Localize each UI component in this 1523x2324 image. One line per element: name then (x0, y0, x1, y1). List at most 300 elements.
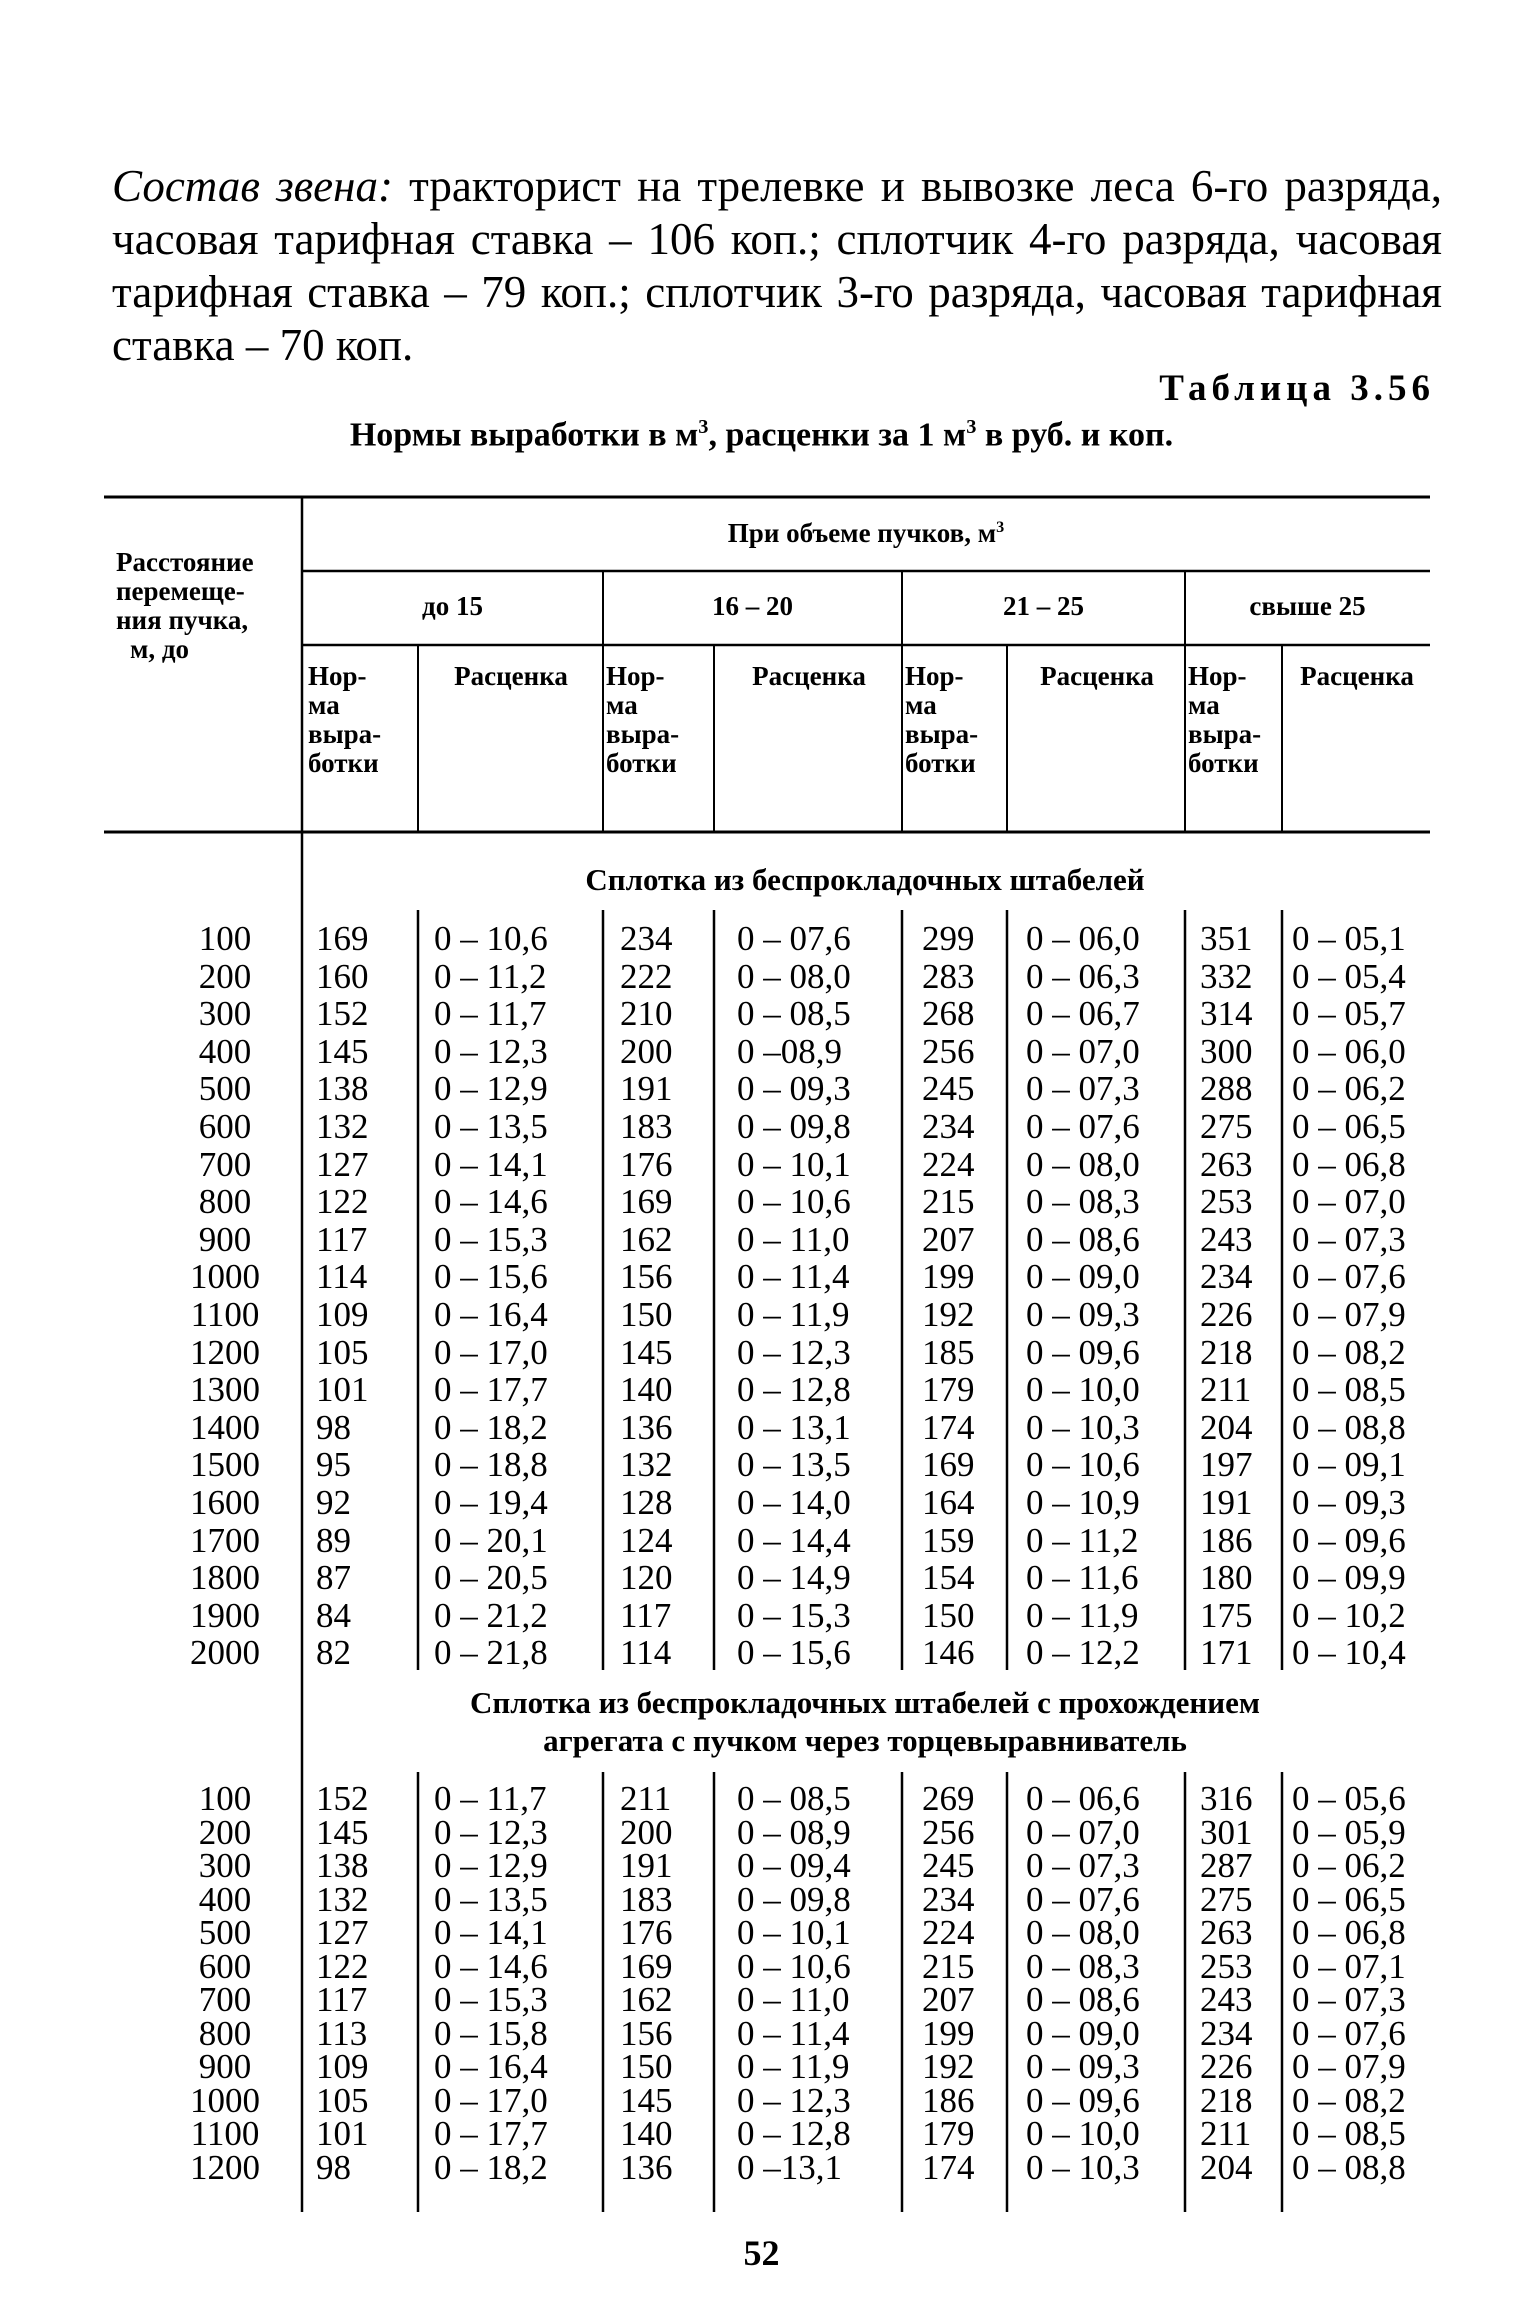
cell-n4: 301 (1200, 1812, 1253, 1852)
cell-r1: 0 – 21,8 (434, 1633, 548, 1673)
cell-r1: 0 – 12,9 (434, 1846, 548, 1885)
cell-n3: 234 (922, 1107, 975, 1146)
cell-n1: 145 (316, 1812, 369, 1852)
cell-n4: 234 (1200, 2013, 1253, 2053)
cell-n3: 256 (922, 1031, 975, 1071)
cell-r4: 0 – 08,8 (1292, 2147, 1406, 2187)
cell-r2: 0 – 09,3 (737, 1069, 851, 1109)
cell-r3: 0 – 12,2 (1026, 1633, 1140, 1673)
cell-n1: 127 (316, 1144, 369, 1184)
cell-n2: 120 (620, 1558, 673, 1598)
cell-r4: 0 – 10,4 (1292, 1633, 1406, 1673)
cell-dist: 1200 (190, 1332, 260, 1372)
cell-r2: 0 – 08,0 (737, 956, 851, 996)
cell-n2: 169 (620, 1946, 673, 1986)
group-header: 16 – 20 (712, 591, 793, 621)
cell-n4: 180 (1200, 1558, 1253, 1598)
cell-n4: 287 (1200, 1846, 1253, 1885)
cell-dist: 300 (198, 1846, 252, 1885)
cell-n2: 150 (620, 1295, 673, 1334)
table-row (0, 1371, 1523, 1408)
table-row (0, 1634, 1523, 1671)
table-row (0, 1914, 1523, 1951)
cell-r1: 0 – 12,3 (434, 1812, 548, 1852)
cell-dist: 2000 (190, 1633, 260, 1673)
cell-r3: 0 – 10,3 (1026, 2147, 1140, 2187)
norm-header-line: ма (606, 690, 638, 720)
table-row (0, 1948, 1523, 1985)
cell-n1: 138 (316, 1069, 369, 1109)
cell-r1: 0 – 11,2 (434, 956, 547, 996)
cell-r4: 0 – 05,4 (1292, 956, 1406, 996)
cell-r1: 0 – 15,3 (434, 1980, 548, 2019)
table-title-sup2: 3 (966, 416, 977, 438)
cell-r3: 0 – 08,3 (1026, 1182, 1140, 1222)
table-row (0, 1484, 1523, 1521)
cell-n2: 140 (620, 2114, 673, 2153)
cell-r2: 0 – 10,6 (737, 1946, 851, 1986)
cell-dist: 900 (198, 2047, 252, 2086)
cell-n3: 192 (922, 1295, 975, 1334)
cell-r4: 0 – 06,8 (1292, 1144, 1406, 1184)
cell-n3: 234 (922, 1879, 975, 1919)
cell-r4: 0 – 07,3 (1292, 1980, 1406, 2019)
norm-header (606, 662, 714, 778)
cell-r3: 0 – 08,6 (1026, 1219, 1140, 1259)
cell-n4: 171 (1200, 1633, 1253, 1673)
table-row (0, 1033, 1523, 1070)
norm-header-line: ботки (308, 748, 379, 778)
cell-r4: 0 – 06,0 (1292, 1031, 1406, 1071)
cell-r2: 0 – 11,0 (737, 1219, 850, 1259)
cell-n1: 152 (316, 994, 369, 1034)
cell-n4: 191 (1200, 1483, 1253, 1522)
cell-dist: 100 (198, 1779, 252, 1818)
cell-n2: 183 (620, 1107, 673, 1146)
cell-n3: 269 (922, 1779, 975, 1818)
cell-n3: 150 (922, 1595, 975, 1635)
cell-dist: 1100 (190, 2114, 260, 2153)
cell-n1: 114 (316, 1257, 368, 1297)
cell-r3: 0 – 11,6 (1026, 1558, 1139, 1598)
distance-header-line: Расстояние (116, 547, 254, 577)
norm-header (905, 662, 1007, 778)
volume-group-header (302, 513, 1430, 548)
cell-n1: 98 (316, 2147, 351, 2187)
table-row (0, 1446, 1523, 1483)
cell-n4: 275 (1200, 1879, 1253, 1919)
table-row (0, 2115, 1523, 2152)
cell-r4: 0 – 07,1 (1292, 1946, 1406, 1986)
cell-r1: 0 – 18,2 (434, 2147, 548, 2187)
cell-dist: 1900 (190, 1595, 260, 1635)
cell-r1: 0 – 16,4 (434, 1295, 548, 1334)
cell-n2: 222 (620, 956, 673, 996)
cell-n3: 174 (922, 1407, 975, 1447)
cell-r4: 0 – 07,9 (1292, 1295, 1406, 1334)
cell-r4: 0 – 09,6 (1292, 1520, 1406, 1560)
cell-n2: 124 (620, 1520, 673, 1560)
cell-r1: 0 – 10,6 (434, 919, 548, 958)
cell-r2: 0 – 09,4 (737, 1846, 851, 1885)
cell-r2: 0 – 10,1 (737, 1144, 851, 1184)
cell-n2: 162 (620, 1980, 673, 2019)
cell-n2: 200 (620, 1031, 673, 1071)
table-row (0, 1981, 1523, 2018)
norm-header (308, 662, 416, 778)
distance-header-line: м, до (130, 634, 190, 664)
table-row (0, 1522, 1523, 1559)
cell-n4: 332 (1200, 956, 1253, 996)
cell-r4: 0 – 05,6 (1292, 1779, 1406, 1818)
cell-r2: 0 – 11,4 (737, 1257, 850, 1297)
cell-r3: 0 – 07,0 (1026, 1031, 1140, 1071)
cell-dist: 800 (198, 1182, 252, 1222)
cell-r3: 0 – 07,3 (1026, 1069, 1140, 1109)
cell-dist: 1000 (190, 1257, 260, 1297)
table-title-part2: , расценки за 1 м (708, 416, 967, 454)
cell-n3: 159 (922, 1520, 975, 1560)
cell-r1: 0 – 15,3 (434, 1219, 548, 1259)
cell-r4: 0 – 09,9 (1292, 1558, 1406, 1598)
cell-r3: 0 – 10,9 (1026, 1483, 1140, 1522)
cell-dist: 600 (198, 1946, 252, 1986)
norm-header-line: выра- (905, 719, 979, 749)
cell-r1: 0 – 17,0 (434, 2080, 548, 2120)
cell-n3: 199 (922, 1257, 975, 1297)
cell-r3: 0 – 06,7 (1026, 994, 1140, 1034)
cell-n3: 245 (922, 1069, 975, 1109)
cell-n2: 145 (620, 1332, 673, 1372)
cell-r3: 0 – 10,3 (1026, 1407, 1140, 1447)
cell-r2: 0 – 14,9 (737, 1558, 851, 1598)
cell-n2: 114 (620, 1633, 672, 1673)
rate-header: Расценка (1040, 661, 1154, 691)
cell-r2: 0 – 12,8 (737, 2114, 851, 2153)
cell-n3: 215 (922, 1946, 975, 1986)
cell-n4: 243 (1200, 1980, 1253, 2019)
norm-header-line: ма (905, 690, 937, 720)
cell-n2: 156 (620, 1257, 673, 1297)
cell-r1: 0 – 13,5 (434, 1107, 548, 1146)
cell-n3: 186 (922, 2080, 975, 2120)
cell-r3: 0 – 07,0 (1026, 1812, 1140, 1852)
cell-r4: 0 – 07,6 (1292, 1257, 1406, 1297)
cell-dist: 500 (198, 1913, 252, 1952)
cell-r4: 0 – 05,1 (1292, 919, 1406, 958)
table-title-part3: в руб. и коп. (976, 416, 1174, 454)
norm-header-line: Нор- (308, 661, 367, 691)
cell-r1: 0 – 14,1 (434, 1144, 548, 1184)
rate-header: Расценка (1300, 661, 1414, 691)
cell-r3: 0 – 09,0 (1026, 1257, 1140, 1297)
table-label: Таблица 3.56 (1159, 368, 1435, 409)
cell-dist: 200 (198, 956, 252, 996)
table-row (0, 1409, 1523, 1446)
cell-n1: 145 (316, 1031, 369, 1071)
cell-dist: 700 (198, 1980, 252, 2019)
cell-r3: 0 – 11,2 (1026, 1520, 1139, 1560)
cell-n3: 192 (922, 2047, 975, 2086)
cell-r2: 0 – 13,1 (737, 1407, 851, 1447)
cell-n4: 226 (1200, 1295, 1253, 1334)
cell-r2: 0 –13,1 (737, 2147, 842, 2187)
cell-r1: 0 – 21,2 (434, 1595, 548, 1635)
cell-r1: 0 – 18,2 (434, 1407, 548, 1447)
table-row (0, 1597, 1523, 1634)
cell-n2: 210 (620, 994, 673, 1034)
cell-n2: 162 (620, 1219, 673, 1259)
cell-r3: 0 – 06,3 (1026, 956, 1140, 996)
cell-n1: 109 (316, 1295, 369, 1334)
cell-n2: 128 (620, 1483, 673, 1522)
cell-n1: 117 (316, 1980, 368, 2019)
cell-n3: 268 (922, 994, 975, 1034)
cell-r4: 0 – 07,3 (1292, 1219, 1406, 1259)
cell-n3: 224 (922, 1144, 975, 1184)
table-row (0, 1108, 1523, 1145)
cell-n3: 179 (922, 2114, 975, 2153)
cell-n4: 204 (1200, 2147, 1253, 2187)
cell-r4: 0 – 09,3 (1292, 1483, 1406, 1522)
cell-n2: 176 (620, 1913, 673, 1952)
cell-n4: 253 (1200, 1946, 1253, 1986)
cell-r3: 0 – 08,6 (1026, 1980, 1140, 2019)
cell-r4: 0 – 10,2 (1292, 1595, 1406, 1635)
volume-group-sup: 3 (996, 518, 1005, 536)
cell-n4: 226 (1200, 2047, 1253, 2086)
cell-r3: 0 – 07,6 (1026, 1107, 1140, 1146)
cell-r3: 0 – 11,9 (1026, 1595, 1139, 1635)
cell-n1: 101 (316, 2114, 369, 2153)
cell-r3: 0 – 10,0 (1026, 2114, 1140, 2153)
cell-r4: 0 – 06,2 (1292, 1069, 1406, 1109)
cell-r1: 0 – 20,5 (434, 1558, 548, 1598)
cell-r2: 0 – 11,9 (737, 1295, 850, 1334)
table-row (0, 958, 1523, 995)
group-header: 21 – 25 (1003, 591, 1084, 621)
cell-r3: 0 – 10,0 (1026, 1370, 1140, 1410)
cell-n2: 183 (620, 1879, 673, 1919)
cell-n1: 127 (316, 1913, 369, 1952)
cell-n4: 197 (1200, 1445, 1253, 1485)
cell-r3: 0 – 06,0 (1026, 919, 1140, 958)
table-row (0, 1881, 1523, 1918)
cell-n4: 263 (1200, 1913, 1253, 1952)
cell-n1: 138 (316, 1846, 369, 1885)
table-row (0, 1334, 1523, 1371)
cell-n4: 234 (1200, 1257, 1253, 1297)
cell-dist: 400 (198, 1031, 252, 1071)
cell-r1: 0 – 14,6 (434, 1182, 548, 1222)
cell-n3: 146 (922, 1633, 975, 1673)
distance-header-line: ния пучка, (116, 605, 249, 635)
cell-dist: 500 (198, 1069, 252, 1109)
cell-n4: 175 (1200, 1595, 1253, 1635)
cell-n1: 89 (316, 1520, 351, 1560)
cell-n1: 105 (316, 1332, 369, 1372)
norm-header-line: ботки (606, 748, 677, 778)
cell-n4: 263 (1200, 1144, 1253, 1184)
table-row (0, 1258, 1523, 1295)
cell-r1: 0 – 11,7 (434, 1779, 547, 1818)
cell-r3: 0 – 06,6 (1026, 1779, 1140, 1818)
norm-header-line: Нор- (1188, 661, 1247, 691)
group-header: свыше 25 (1249, 591, 1366, 621)
cell-n3: 154 (922, 1558, 975, 1598)
cell-r3: 0 – 09,6 (1026, 1332, 1140, 1372)
cell-n2: 191 (620, 1846, 673, 1885)
cell-n1: 84 (316, 1595, 351, 1635)
cell-n3: 199 (922, 2013, 975, 2053)
cell-n3: 224 (922, 1913, 975, 1952)
cell-n4: 275 (1200, 1107, 1253, 1146)
page-number: 52 (743, 2233, 780, 2273)
section-title-1: Сплотка из беспрокладочных штабелей (585, 862, 1145, 897)
cell-n3: 207 (922, 1219, 975, 1259)
cell-r2: 0 – 11,0 (737, 1980, 850, 2019)
norm-header-line: выра- (1188, 719, 1262, 749)
cell-n2: 234 (620, 919, 673, 958)
cell-n4: 316 (1200, 1779, 1253, 1818)
cell-dist: 300 (198, 994, 252, 1034)
cell-dist: 800 (198, 2013, 252, 2053)
cell-r4: 0 – 07,6 (1292, 2013, 1406, 2053)
cell-n1: 152 (316, 1779, 369, 1818)
group-header: до 15 (422, 591, 483, 621)
table-row (0, 1559, 1523, 1596)
cell-n2: 200 (620, 1812, 673, 1852)
cell-r1: 0 – 20,1 (434, 1520, 548, 1560)
cell-r4: 0 – 05,9 (1292, 1812, 1406, 1852)
norm-header-line: выра- (308, 719, 382, 749)
cell-n1: 132 (316, 1879, 369, 1919)
table-row (0, 1183, 1523, 1220)
cell-dist: 1100 (190, 1295, 260, 1334)
cell-n2: 136 (620, 1407, 673, 1447)
section-title-2a: Сплотка из беспрокладочных штабелей с прохождением (470, 1685, 1260, 1720)
table-row (0, 995, 1523, 1032)
cell-n4: 288 (1200, 1069, 1253, 1109)
cell-dist: 1300 (190, 1370, 260, 1410)
norm-header-line: ма (308, 690, 340, 720)
cell-n1: 87 (316, 1558, 351, 1598)
cell-n1: 95 (316, 1445, 351, 1485)
cell-n3: 299 (922, 919, 975, 958)
norm-header-line: ботки (1188, 748, 1259, 778)
cell-r1: 0 – 17,0 (434, 1332, 548, 1372)
cell-n3: 283 (922, 956, 975, 996)
cell-n2: 136 (620, 2147, 673, 2187)
cell-r1: 0 – 13,5 (434, 1879, 548, 1919)
cell-n4: 218 (1200, 2080, 1253, 2120)
cell-dist: 1700 (190, 1520, 260, 1560)
cell-r4: 0 – 08,5 (1292, 1370, 1406, 1410)
cell-r3: 0 – 07,3 (1026, 1846, 1140, 1885)
cell-n1: 113 (316, 2013, 368, 2053)
cell-dist: 200 (198, 1812, 252, 1852)
cell-r3: 0 – 07,6 (1026, 1879, 1140, 1919)
cell-n1: 132 (316, 1107, 369, 1146)
table-row (0, 1070, 1523, 1107)
norm-header-line: Нор- (905, 661, 964, 691)
cell-r1: 0 – 11,7 (434, 994, 547, 1034)
section-title-2b: агрегата с пучком через торцевыравниватель (543, 1723, 1187, 1758)
table-row (0, 2015, 1523, 2052)
cell-r1: 0 – 14,6 (434, 1946, 548, 1986)
cell-n4: 253 (1200, 1182, 1253, 1222)
cell-r1: 0 – 17,7 (434, 1370, 548, 1410)
cell-r3: 0 – 09,0 (1026, 2013, 1140, 2053)
cell-dist: 1600 (190, 1483, 260, 1522)
cell-n1: 160 (316, 956, 369, 996)
cell-r2: 0 – 08,9 (737, 1812, 851, 1852)
cell-r4: 0 – 09,1 (1292, 1445, 1406, 1485)
norm-header-line: Нор- (606, 661, 665, 691)
cell-n2: 169 (620, 1182, 673, 1222)
cell-r4: 0 – 07,9 (1292, 2047, 1406, 2086)
cell-r1: 0 – 15,8 (434, 2013, 548, 2053)
cell-n1: 105 (316, 2080, 369, 2120)
cell-dist: 700 (198, 1144, 252, 1184)
cell-n3: 164 (922, 1483, 975, 1522)
table-row (0, 1221, 1523, 1258)
cell-r1: 0 – 17,7 (434, 2114, 548, 2153)
cell-r2: 0 – 10,1 (737, 1913, 851, 1952)
cell-n2: 156 (620, 2013, 673, 2053)
table-row (0, 1296, 1523, 1333)
cell-r4: 0 – 07,0 (1292, 1182, 1406, 1222)
cell-n3: 174 (922, 2147, 975, 2187)
rate-header: Расценка (454, 661, 568, 691)
table-title-part1: Нормы выработки в м (349, 416, 699, 454)
cell-r1: 0 – 18,8 (434, 1445, 548, 1485)
norm-header-line: выра- (606, 719, 680, 749)
cell-r2: 0 – 07,6 (737, 919, 851, 958)
cell-n4: 300 (1200, 1031, 1253, 1071)
cell-r4: 0 – 06,5 (1292, 1107, 1406, 1146)
cell-r4: 0 – 08,8 (1292, 1407, 1406, 1447)
cell-r2: 0 – 08,5 (737, 1779, 851, 1818)
cell-r2: 0 – 15,3 (737, 1595, 851, 1635)
cell-n2: 176 (620, 1144, 673, 1184)
cell-r3: 0 – 08,0 (1026, 1913, 1140, 1952)
cell-r2: 0 – 14,4 (737, 1520, 851, 1560)
cell-r4: 0 – 08,2 (1292, 1332, 1406, 1372)
table-row (0, 2082, 1523, 2119)
norm-header-line: ма (1188, 690, 1220, 720)
cell-n1: 169 (316, 919, 369, 958)
cell-r1: 0 – 14,1 (434, 1913, 548, 1952)
cell-r4: 0 – 06,8 (1292, 1913, 1406, 1952)
cell-r2: 0 – 08,5 (737, 994, 851, 1034)
cell-r4: 0 – 08,2 (1292, 2080, 1406, 2120)
cell-dist: 400 (198, 1879, 252, 1919)
cell-n2: 150 (620, 2047, 673, 2086)
rate-header: Расценка (752, 661, 866, 691)
cell-n1: 122 (316, 1182, 369, 1222)
cell-r3: 0 – 10,6 (1026, 1445, 1140, 1485)
cell-n4: 243 (1200, 1219, 1253, 1259)
cell-n2: 191 (620, 1069, 673, 1109)
table-row (0, 2048, 1523, 2085)
cell-n2: 117 (620, 1595, 672, 1635)
cell-r2: 0 – 15,6 (737, 1633, 851, 1673)
cell-n3: 245 (922, 1846, 975, 1885)
cell-r2: 0 –08,9 (737, 1031, 842, 1071)
table-row (0, 2149, 1523, 2186)
cell-r4: 0 – 05,7 (1292, 994, 1406, 1034)
